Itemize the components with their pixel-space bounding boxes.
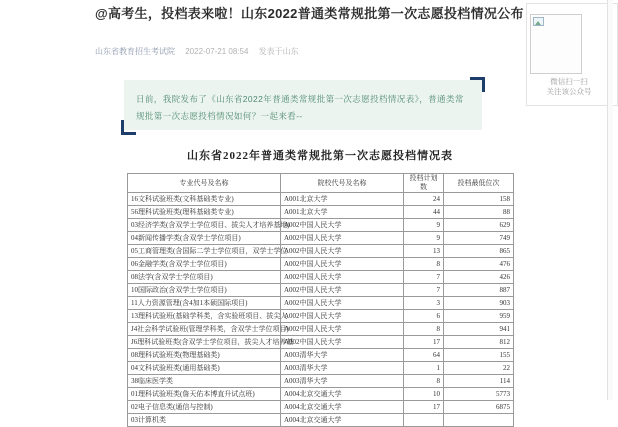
college-cell: A004北京交通大学 — [281, 414, 404, 427]
major-cell: 56理科试验班类(理科基础类专业) — [128, 206, 281, 219]
major-cell: 08理科试验班类(物理基础类) — [128, 349, 281, 362]
major-cell: 03计算机类 — [128, 414, 281, 427]
college-cell: A002中国人民大学 — [281, 323, 404, 336]
college-cell: A003清华大学 — [281, 362, 404, 375]
min-rank-cell: 88 — [444, 206, 514, 219]
table-row — [128, 401, 514, 414]
admission-table — [127, 173, 514, 427]
article-meta — [95, 46, 299, 57]
frame-corner-bottom-left — [121, 120, 136, 135]
major-cell: 38临床医学类 — [128, 375, 281, 388]
table-row — [128, 362, 514, 375]
table-row — [128, 193, 514, 206]
min-rank-cell: 749 — [444, 232, 514, 245]
college-cell: A002中国人民大学 — [281, 271, 404, 284]
college-cell: A003清华大学 — [281, 375, 404, 388]
plan-count-cell: 24 — [404, 193, 444, 206]
college-cell: A002中国人民大学 — [281, 245, 404, 258]
plan-count-cell — [404, 414, 444, 427]
major-cell: 16文科试验班类(文科基础类专业) — [128, 193, 281, 206]
min-rank-cell: 6875 — [444, 401, 514, 414]
college-cell: A002中国人民大学 — [281, 232, 404, 245]
table-title: 山东省2022年普通类常规批第一次志愿投档情况表 — [187, 150, 453, 162]
min-rank-cell: 903 — [444, 297, 514, 310]
major-cell: 05工商管理类(含国际二学士学位项目，双学士学位 — [128, 245, 281, 258]
plan-count-cell: 8 — [404, 323, 444, 336]
plan-count-cell: 13 — [404, 245, 444, 258]
table-row — [128, 310, 514, 323]
qr-caption-line2: 关注该公众号 — [546, 87, 592, 96]
college-cell: A002中国人民大学 — [281, 336, 404, 349]
college-cell: A002中国人民大学 — [281, 258, 404, 271]
plan-count-cell: 64 — [404, 349, 444, 362]
table-row — [128, 388, 514, 401]
plan-count-cell: 9 — [404, 219, 444, 232]
table-row — [128, 323, 514, 336]
table-row — [128, 336, 514, 349]
major-cell: 06金融学类(含双学士学位项目) — [128, 258, 281, 271]
header-min-rank: 投档最低位次 — [444, 174, 514, 193]
qr-code-image — [530, 14, 582, 74]
major-cell: 03经济学类(含双学士学位项目、拔尖人才培养基地) — [128, 219, 281, 232]
publish-date: 2022-07-21 08:54 — [185, 47, 249, 56]
plan-count-cell: 44 — [404, 206, 444, 219]
college-cell: A004北京交通大学 — [281, 388, 404, 401]
intro-quote-box: 日前，我院发布了《山东省2022年普通类常规批第一次志愿投档情况表》，普通类常规批第一次志愿投档情况如何？一起来看-- — [124, 80, 482, 130]
major-cell: J4社会科学试验班(管理学科类，含双学士学位项目) — [128, 323, 281, 336]
major-cell: 01理科试验班类(詹天佑本博直升试点班) — [128, 388, 281, 401]
plan-count-cell: 3 — [404, 297, 444, 310]
table-row — [128, 375, 514, 388]
min-rank-cell: 22 — [444, 362, 514, 375]
major-cell: 08法学(含双学士学位项目) — [128, 271, 281, 284]
table-row — [128, 206, 514, 219]
table-row — [128, 271, 514, 284]
plan-count-cell: 7 — [404, 284, 444, 297]
college-cell: A004北京交通大学 — [281, 401, 404, 414]
min-rank-cell: 812 — [444, 336, 514, 349]
header-plan-count: 投档计划数 — [404, 174, 444, 193]
min-rank-cell: 114 — [444, 375, 514, 388]
min-rank-cell: 476 — [444, 258, 514, 271]
college-cell: A001北京大学 — [281, 206, 404, 219]
plan-count-cell: 6 — [404, 310, 444, 323]
account-name-link[interactable]: 山东省教育招生考试院 — [95, 47, 175, 56]
table-row — [128, 284, 514, 297]
table-row — [128, 349, 514, 362]
college-cell: A001北京大学 — [281, 193, 404, 206]
article-title: @高考生，投档表来啦！山东2022普通类常规批第一次志愿投档情况公布 — [95, 6, 524, 21]
table-row — [128, 297, 514, 310]
table-row — [128, 258, 514, 271]
plan-count-cell: 9 — [404, 232, 444, 245]
qr-follow-card — [526, 3, 618, 106]
major-cell: 02电子信息类(通信与控制) — [128, 401, 281, 414]
min-rank-cell: 959 — [444, 310, 514, 323]
frame-corner-top-right — [470, 77, 485, 92]
major-cell: 04文科试验班类(通用基础类) — [128, 362, 281, 375]
scrollbar-gutter[interactable] — [608, 0, 613, 400]
plan-count-cell: 17 — [404, 401, 444, 414]
header-college: 院校代号及名称 — [281, 174, 404, 193]
college-cell: A002中国人民大学 — [281, 219, 404, 232]
min-rank-cell — [444, 414, 514, 427]
min-rank-cell: 865 — [444, 245, 514, 258]
min-rank-cell: 426 — [444, 271, 514, 284]
table-header-row — [128, 174, 514, 193]
min-rank-cell: 887 — [444, 284, 514, 297]
table-body — [128, 193, 514, 427]
college-cell: A002中国人民大学 — [281, 284, 404, 297]
college-cell: A002中国人民大学 — [281, 310, 404, 323]
header-major: 专业代号及名称 — [128, 174, 281, 193]
major-cell: J6理科试验班类(含双学士学位项目，拔尖人才培养基 — [128, 336, 281, 349]
college-cell: A002中国人民大学 — [281, 297, 404, 310]
plan-count-cell: 7 — [404, 271, 444, 284]
table-row — [128, 219, 514, 232]
plan-count-cell: 8 — [404, 375, 444, 388]
major-cell: 10国际政治(含双学士学位项目) — [128, 284, 281, 297]
major-cell: 04新闻传播学类(含双学士学位项目) — [128, 232, 281, 245]
min-rank-cell: 155 — [444, 349, 514, 362]
table-row — [128, 245, 514, 258]
major-cell: 11人力资源管理(含4加1本硕国际项目) — [128, 297, 281, 310]
qr-caption — [527, 77, 611, 97]
plan-count-cell: 17 — [404, 336, 444, 349]
min-rank-cell: 941 — [444, 323, 514, 336]
plan-count-cell: 1 — [404, 362, 444, 375]
plan-count-cell: 8 — [404, 258, 444, 271]
major-cell: 13理科试验班(基础学科类，含实验班项目、拔尖人 — [128, 310, 281, 323]
broken-image-icon — [533, 17, 544, 26]
min-rank-cell: 158 — [444, 193, 514, 206]
min-rank-cell: 5773 — [444, 388, 514, 401]
min-rank-cell: 629 — [444, 219, 514, 232]
college-cell: A003清华大学 — [281, 349, 404, 362]
publish-location: 发表于山东 — [258, 47, 299, 56]
qr-caption-line1: 微信扫一扫 — [550, 77, 588, 86]
table-row — [128, 414, 514, 427]
plan-count-cell: 10 — [404, 388, 444, 401]
table-row — [128, 232, 514, 245]
